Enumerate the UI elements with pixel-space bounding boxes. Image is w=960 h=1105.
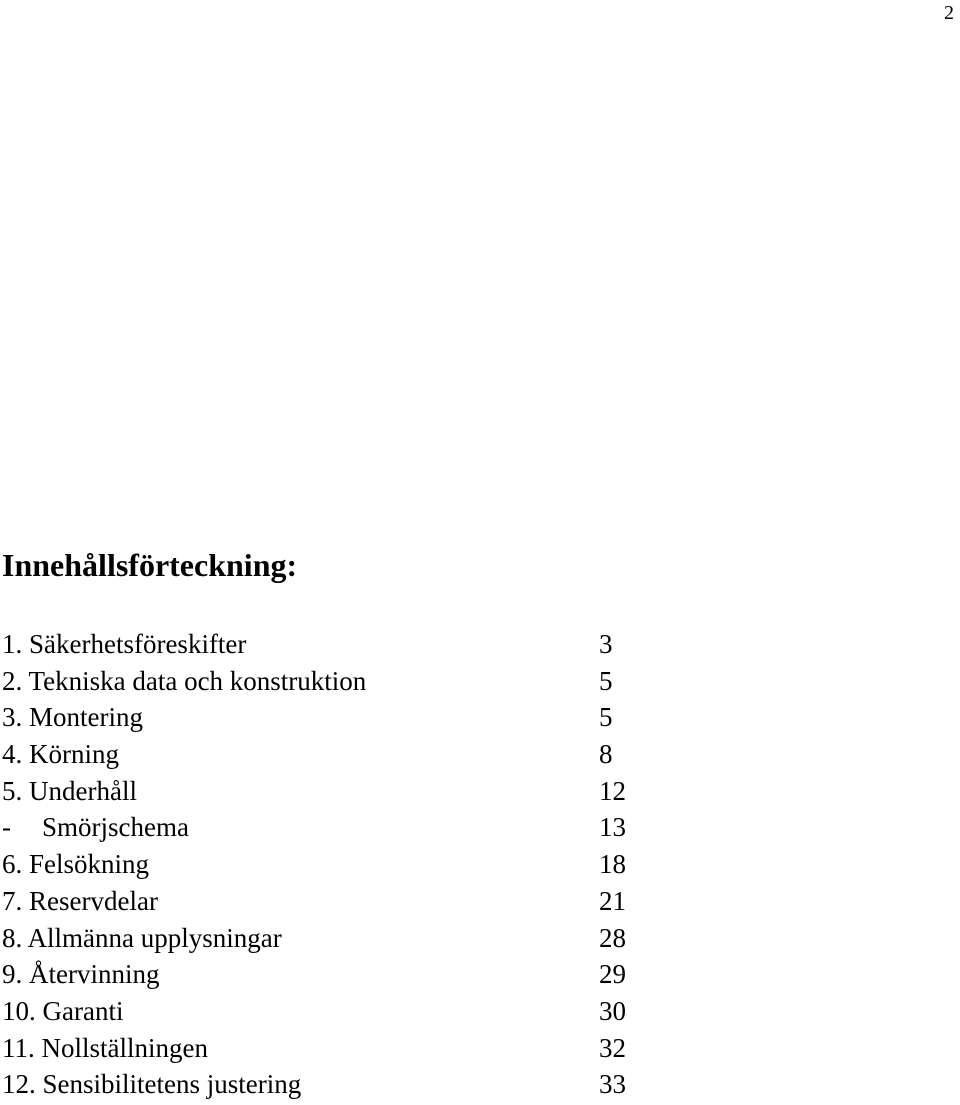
toc-title: Innehållsförteckning: [2, 547, 298, 583]
toc-entry-page: 33 [599, 1069, 626, 1100]
toc-subentry-smorjschema [2, 810, 642, 847]
toc-entry-page: 28 [599, 922, 626, 953]
toc-entry-3 [2, 700, 642, 737]
toc-entry-11 [2, 1031, 642, 1068]
toc-entry-label: 6. Felsökning [2, 849, 150, 880]
toc-subentry-text: Smörjschema [42, 812, 189, 843]
toc-entry-page: 12 [599, 775, 626, 806]
toc-entry-8 [2, 921, 642, 958]
toc-entry-label: 10. Garanti [2, 995, 124, 1026]
toc-entry-label: 3. Montering [2, 702, 143, 733]
toc-list [2, 627, 642, 1104]
toc-entry-7 [2, 884, 642, 921]
toc-entry-page: 18 [599, 849, 626, 880]
toc-entry-10 [2, 994, 642, 1031]
toc-entry-label: 8. Allmänna upplysningar [2, 922, 282, 953]
toc-entry-page: 5 [599, 702, 613, 733]
toc-entry-page: 30 [599, 995, 626, 1026]
toc-entry-label: 2. Tekniska data och konstruktion [2, 665, 367, 696]
toc-entry-4 [2, 737, 642, 774]
toc-entry-9 [2, 957, 642, 994]
toc-entry-label: 4. Körning [2, 739, 119, 770]
toc-entry-page: 21 [599, 885, 626, 916]
toc-entry-5 [2, 774, 642, 811]
toc-entry-page: 13 [599, 812, 626, 843]
toc-entry-label: 7. Reservdelar [2, 885, 158, 916]
toc-entry-12 [2, 1067, 642, 1104]
subentry-dash: - [2, 812, 11, 843]
toc-entry-label: 5. Underhåll [2, 775, 137, 806]
toc-entry-2 [2, 664, 642, 701]
toc-entry-page: 3 [599, 629, 613, 659]
toc-entry-1 [2, 627, 642, 664]
toc-entry-page: 5 [599, 665, 613, 696]
toc-entry-6 [2, 847, 642, 884]
toc-subentry-label [2, 810, 189, 844]
toc-entry-page: 8 [599, 739, 613, 770]
page-number: 2 [944, 2, 954, 24]
toc-entry-label: 12. Sensibilitetens justering [2, 1069, 302, 1100]
toc-entry-label: 9. Återvinning [2, 959, 160, 990]
toc-entry-page: 29 [599, 959, 626, 990]
toc-entry-page: 32 [599, 1032, 626, 1063]
toc-entry-label: 1. Säkerhetsföreskifter [2, 629, 247, 659]
toc-entry-label: 11. Nollställningen [2, 1032, 208, 1063]
